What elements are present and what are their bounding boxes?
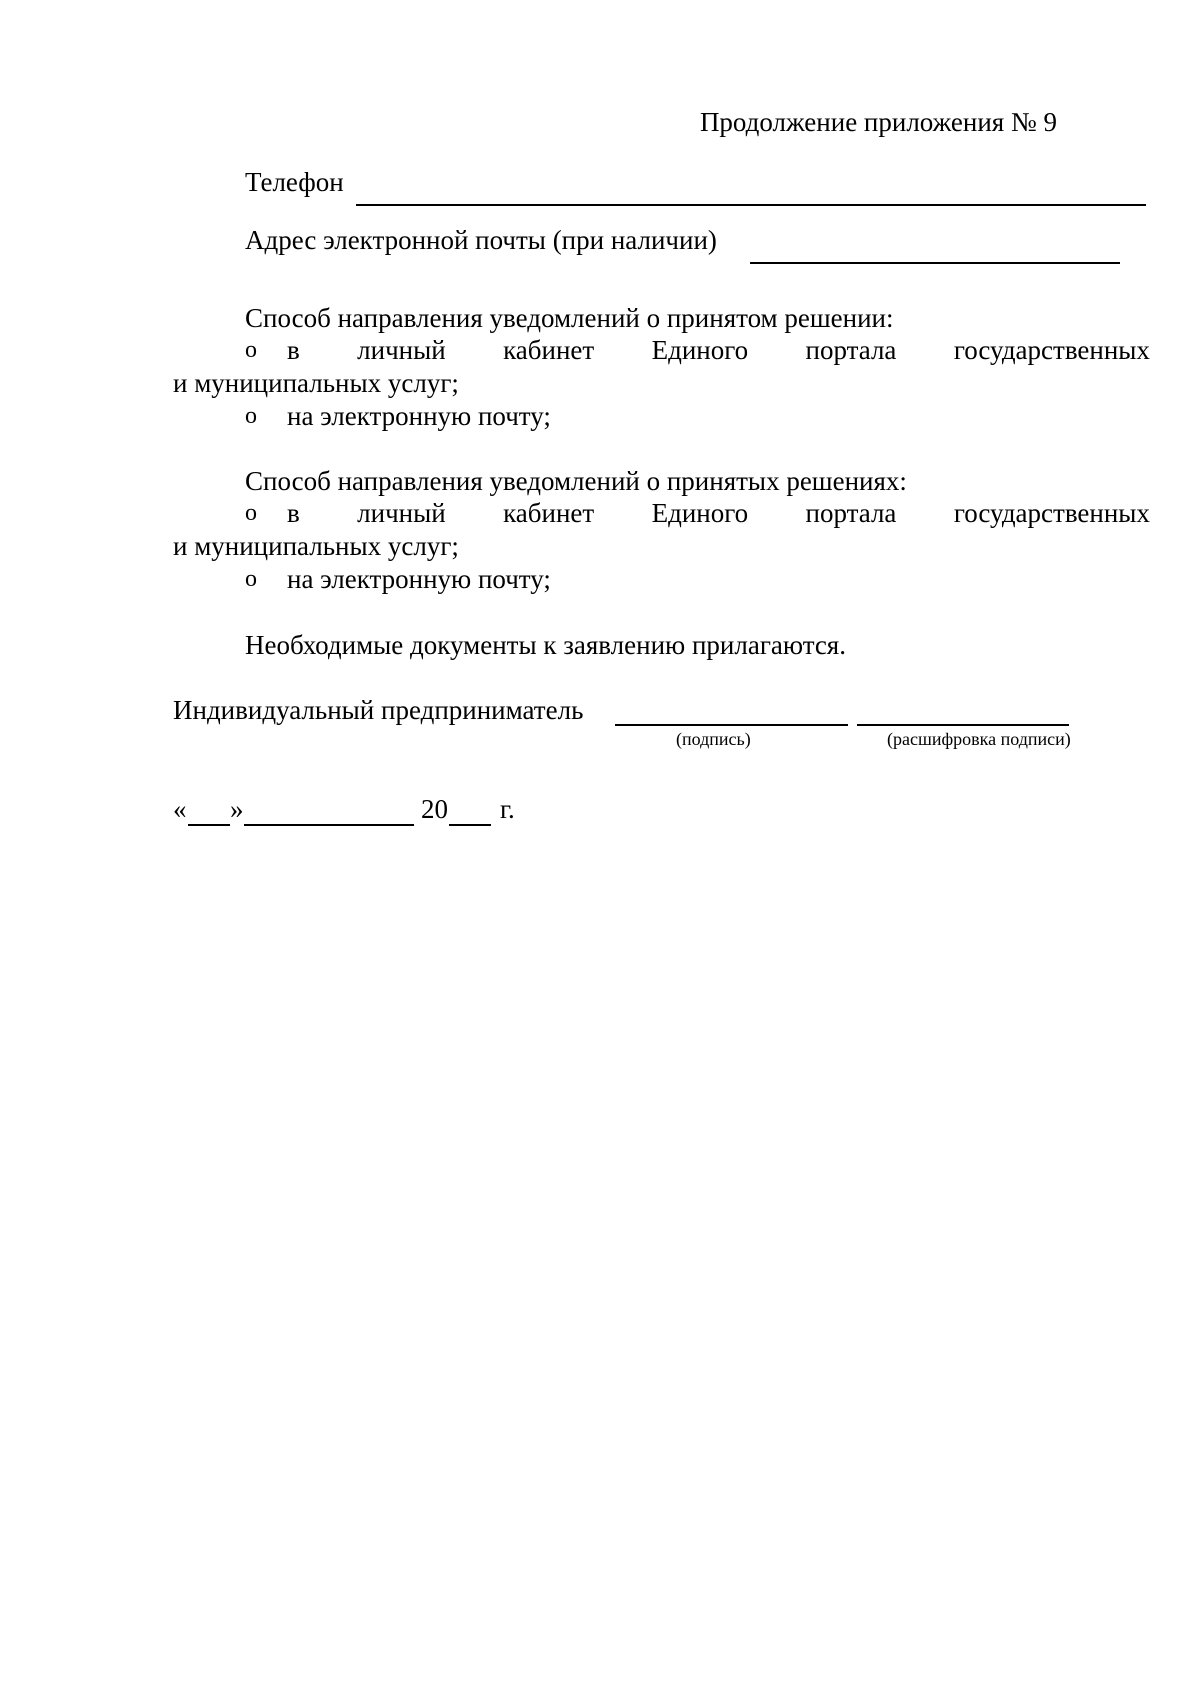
date-open-quote: « [173, 794, 187, 824]
notify-multi-heading: Способ направления уведомлений о принятых решениях: [245, 466, 907, 496]
word: Единого [651, 498, 749, 528]
notify-single-option1-text [287, 334, 1150, 366]
notify-single-option1-cont: и муниципальных услуг; [173, 368, 459, 398]
date-month-line[interactable] [244, 824, 414, 826]
date-year-suffix: г. [500, 794, 515, 824]
word: Единого [651, 335, 749, 365]
date-close-quote: » [230, 794, 244, 824]
word: личный [357, 335, 446, 365]
signature-field-line[interactable] [615, 724, 848, 726]
word: портала [805, 335, 897, 365]
date-year-line[interactable] [449, 824, 491, 826]
signature-role-label: Индивидуальный предприниматель [173, 695, 584, 725]
date-year-prefix: 20 [421, 794, 448, 824]
word: государственных [953, 498, 1150, 528]
signature-decode-field-line[interactable] [857, 724, 1069, 726]
notify-single-option2-radio[interactable]: o [245, 403, 257, 429]
word: кабинет [503, 498, 595, 528]
signature-decode-caption: (расшифровка подписи) [887, 729, 1071, 749]
notify-multi-option2-text: на электронную почту; [287, 564, 551, 594]
word: в [287, 498, 300, 528]
notify-single-heading: Способ направления уведомлений о принятом решении: [245, 303, 894, 333]
notify-multi-option1-text [287, 497, 1150, 529]
phone-field-line[interactable] [356, 204, 1146, 206]
attachments-note: Необходимые документы к заявлению прилагаются. [245, 630, 846, 660]
word: кабинет [503, 335, 595, 365]
word: в [287, 335, 300, 365]
word: личный [357, 498, 446, 528]
notify-multi-option1-radio[interactable]: o [245, 500, 257, 526]
email-field-line[interactable] [750, 262, 1120, 264]
email-label: Адрес электронной почты (при наличии) [245, 225, 717, 255]
phone-label: Телефон [245, 167, 344, 197]
signature-caption: (подпись) [676, 729, 751, 749]
notify-multi-option2-radio[interactable]: o [245, 566, 257, 592]
word: портала [805, 498, 897, 528]
notify-single-option1-radio[interactable]: o [245, 337, 257, 363]
notify-single-option2-text: на электронную почту; [287, 401, 551, 431]
notify-multi-option1-cont: и муниципальных услуг; [173, 531, 459, 561]
continuation-header: Продолжение приложения № 9 [699, 107, 1057, 137]
word: государственных [953, 335, 1150, 365]
date-day-line[interactable] [188, 824, 230, 826]
